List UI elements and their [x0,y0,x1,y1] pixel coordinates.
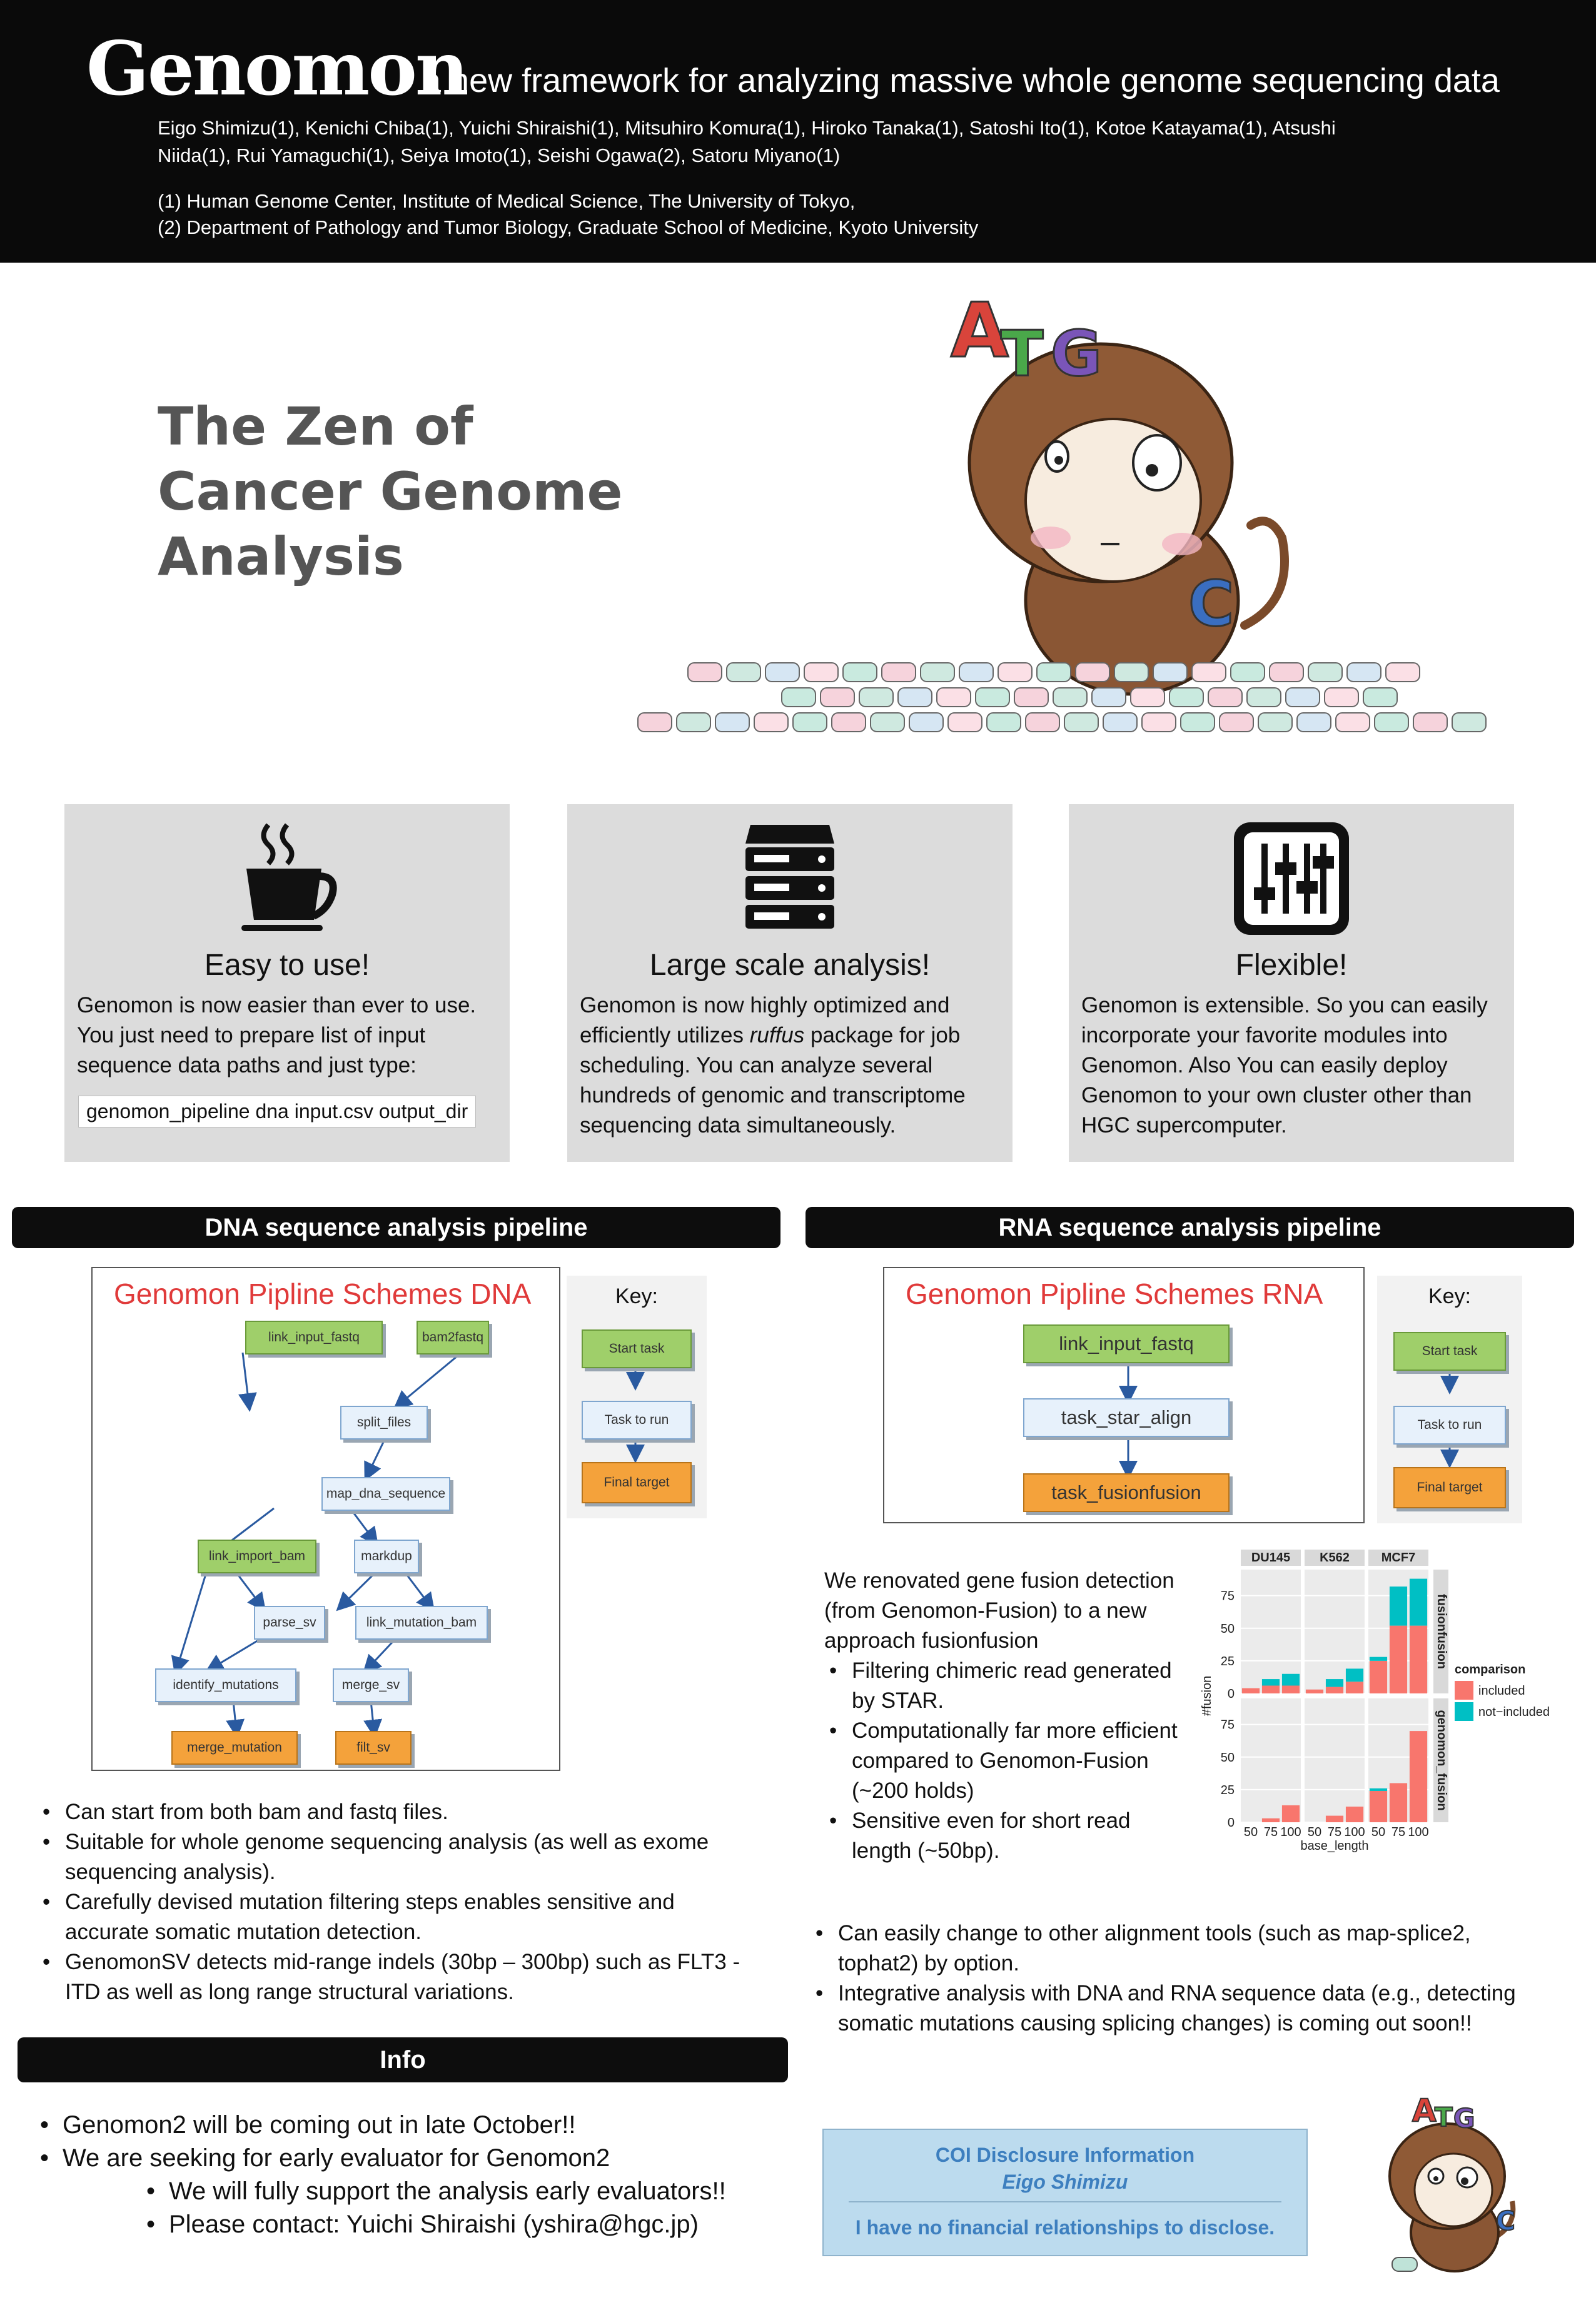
key-final-target: Final target [1393,1467,1506,1508]
facet-row-label: genomon_fusion [1435,1710,1448,1811]
sequence-tile [638,713,672,732]
sequence-tile [1386,663,1420,682]
facet-panel [1305,1698,1365,1822]
y-tick-label: 75 [1220,1718,1235,1732]
bar-not-included [1370,1788,1387,1791]
sequence-tile [1452,713,1486,732]
genomon-logo: Genomon [86,25,467,112]
coi-title: COI Disclosure Information [935,2144,1195,2166]
y-tick-label: 0 [1227,1687,1235,1701]
legend-label-not-included: not−included [1478,1705,1550,1719]
bar-not-included [1410,1579,1427,1626]
rna-pipeline-header: RNA sequence analysis pipeline [806,1207,1574,1248]
sequence-tile [1064,713,1098,732]
bar-not-included [1282,1674,1300,1686]
sequence-tile [1336,713,1370,732]
y-tick-label: 25 [1220,1783,1235,1797]
affiliation-1: (1) Human Genome Center, Institute of Medical Science, The University of Tokyo, [158,190,856,212]
sequence-tile [909,713,943,732]
sequence-tile [1413,713,1447,732]
feature-body [1081,991,1503,1141]
list-item: • Can easily change to other alignment tools (such as map-splice2, tophat2) by option. [811,1919,1536,1979]
node-filt-sv: filt_sv [335,1731,412,1765]
bar-not-included [1346,1668,1363,1682]
x-tick-label: 50 [1371,1825,1386,1839]
bar-included [1306,1690,1323,1693]
bar-included [1346,1682,1363,1693]
y-tick-label: 0 [1227,1816,1235,1830]
bar-included [1282,1685,1300,1693]
bar-included [1242,1688,1260,1693]
feature-easy-to-use [64,804,510,1162]
sequence-tile [843,663,877,682]
sequence-tile [765,663,799,682]
sequence-tile [677,713,710,732]
x-tick-label: 50 [1243,1825,1258,1839]
legend-swatch-included [1455,1681,1473,1700]
sequence-tile [782,688,816,707]
sequence-tile [1308,663,1342,682]
sequence-tile [1375,713,1408,732]
feature-line: sequence data paths and just type: [77,1053,417,1077]
legend-title: comparison [1455,1663,1526,1677]
sequence-tile [1231,663,1265,682]
poster-subtitle: a new framework for analyzing massive whole genome sequencing data [422,62,1500,99]
authors-line-1: Eigo Shimizu(1), Kenichi Chiba(1), Yuichi Shiraishi(1), Mitsuhiro Komura(1), Hiroko Tanaka(1), Satoshi Ito(1), Kotoe Katayama(1), Atsushi [158,117,1336,139]
feature-title: Large scale analysis! [649,949,931,982]
list-item: • Carefully devised mutation filtering steps enables sensitive and accurate somatic mutation detection. [38,1887,763,1947]
facet-column-label: DU145 [1251,1551,1291,1565]
list-item: • Computationally far more efficient compared to Genomon-Fusion (~200 holds) [824,1716,1196,1806]
sequence-tile [1092,688,1126,707]
list-item: • Can start from both bam and fastq files. [38,1797,763,1827]
info-sub-bullet-list [141,2175,792,2241]
info-bullet-list [35,2109,785,2175]
feature-line-text: efficiently utilizes [580,1023,750,1047]
dna-scheme-title: Genomon Pipline Schemes DNA [114,1278,532,1310]
small-mascot-letter-a: A [1412,2092,1437,2129]
rna-bullet-list [811,1919,1536,2039]
feature-line: HGC supercomputer. [1081,1113,1287,1137]
sequence-tile [1286,688,1320,707]
server-rack-icon [567,815,1013,941]
sequence-tile [937,688,971,707]
y-axis-label: #fusion [1200,1675,1214,1717]
x-tick-label: 75 [1327,1825,1342,1839]
mascot-letter-t: T [1001,317,1044,390]
affiliation-2: (2) Department of Pathology and Tumor Biology, Graduate School of Medicine, Kyoto University [158,216,979,238]
sequence-tile [1192,663,1226,682]
y-tick-label: 50 [1220,1750,1235,1765]
sequence-tile [1014,688,1048,707]
legend-swatch-not-included [1455,1702,1473,1721]
feature-body [580,991,1001,1141]
bar-included [1410,1626,1427,1693]
mascot-letter-g: G [1051,317,1103,390]
sequence-tile [1037,663,1071,682]
rna-scheme-diagram [883,1267,1365,1523]
feature-line: sequencing data simultaneously. [580,1113,896,1137]
sequence-tile [898,688,932,707]
list-item: • Sensitive even for short read length (~50bp). [824,1806,1196,1866]
node-link-import-bam: link_import_bam [198,1540,316,1573]
sequence-tile [976,688,1009,707]
feature-flexible [1069,804,1514,1162]
sequence-tile [1053,688,1087,707]
bar-included [1326,1687,1343,1693]
sequence-tile [1325,688,1358,707]
sequence-tile [1103,713,1137,732]
sequence-tile [754,713,788,732]
node-merge-mutation: merge_mutation [171,1731,298,1765]
list-item: • Filtering chimeric read generated by STAR. [824,1656,1196,1716]
sequence-tile [921,663,954,682]
dna-pipeline-header: DNA sequence analysis pipeline [12,1207,780,1248]
list-item: • Genomon2 will be coming out in late October!! [35,2109,785,2142]
node-link-input-fastq: link_input_fastq [245,1321,383,1354]
bar-not-included [1370,1657,1387,1661]
x-tick-label: 100 [1344,1825,1365,1839]
feature-line [580,1021,1001,1051]
sequence-tile [1258,713,1292,732]
sequence-tile [998,663,1032,682]
facet-panel [1241,1698,1301,1822]
feature-line: Genomon is now easier than ever to use. [77,993,477,1017]
key-start-task: Start task [582,1329,692,1368]
sequence-tile [1131,688,1164,707]
list-item: • GenomonSV detects mid-range indels (30bp – 300bp) such as FLT3 -ITD as well as long range structural variations. [38,1947,763,2007]
y-tick-label: 25 [1220,1654,1235,1668]
facet-row-label: fusionfusion [1435,1594,1448,1669]
bar-included [1370,1661,1387,1693]
feature-line: Genomon is now highly optimized and [580,993,950,1017]
sequence-tile [987,713,1021,732]
node-identify-mutations: identify_mutations [155,1668,296,1702]
bar-included [1410,1731,1427,1822]
x-tick-label: 100 [1280,1825,1301,1839]
sequence-tile [832,713,866,732]
sequence-tiles [638,663,1486,732]
facet-column-label: MCF7 [1381,1551,1416,1565]
bar-included [1390,1783,1407,1822]
small-mascot-letter-g: G [1453,2103,1475,2134]
list-item: • Please contact: Yuichi Shiraishi (yshira@hgc.jp) [141,2208,792,2241]
list-item: • Suitable for whole genome sequencing analysis (as well as exome sequencing analysis). [38,1827,763,1887]
small-mascot-illustration [1373,2082,1523,2282]
sequence-tile [804,663,838,682]
sequence-tile [959,663,993,682]
feature-line: Genomon to your own cluster other than [1081,1083,1472,1107]
bar-not-included [1262,1679,1280,1685]
feature-line: Genomon is extensible. So you can easily [1081,993,1488,1017]
sequence-tile [1247,688,1281,707]
sequence-tile [715,713,749,732]
node-split-files: split_files [340,1406,428,1440]
sequence-tile [1220,713,1253,732]
sequence-tile [1270,663,1303,682]
sequence-tile [1076,663,1109,682]
mascot-letter-a: A [951,288,1009,375]
x-tick-label: 50 [1307,1825,1322,1839]
fusion-intro: We renovated gene fusion detection (from Genomon-Fusion) to a new approach fusionfusion [824,1568,1174,1653]
sequence-tile [793,713,827,732]
sequence-tile [1208,688,1242,707]
node-merge-sv: merge_sv [333,1668,409,1702]
mascot-letter-c: C [1188,567,1235,640]
x-tick-label: 75 [1391,1825,1406,1839]
zen-title-line-2: Cancer Genome [158,461,623,522]
authors-line-2: Niida(1), Rui Yamaguchi(1), Seiya Imoto(1), Seishi Ogawa(2), Satoru Miyano(1) [158,144,841,166]
sequence-tile [1142,713,1176,732]
sequence-tile [1297,713,1331,732]
small-mascot-letter-t: T [1435,2102,1453,2132]
key-start-task: Start task [1393,1332,1506,1371]
sequence-tile [859,688,893,707]
node-link-mutation-bam: link_mutation_bam [355,1606,488,1640]
node-link-input-fastq-rna: link_input_fastq [1023,1324,1230,1363]
sequence-tile [1169,688,1203,707]
x-tick-label: 100 [1408,1825,1429,1839]
coi-name: Eigo Shimizu [1002,2171,1128,2193]
bar-included [1370,1791,1387,1822]
node-parse-sv: parse_sv [254,1606,325,1640]
list-item: • We are seeking for early evaluator for Genomon2 [35,2142,785,2175]
zen-title-line-3: Analysis [158,526,404,587]
coi-disclosure-box [822,2129,1308,2256]
feature-line: hundreds of genomic and transcriptome [580,1083,966,1107]
feature-line: scheduling. You can analyze several [580,1053,933,1077]
small-mascot-letter-c: C [1496,2206,1515,2236]
bar-included [1390,1626,1407,1693]
key-title: Key: [615,1284,659,1308]
bar-included [1282,1805,1300,1822]
facet-column-label: K562 [1320,1551,1350,1565]
sequence-tile [727,663,760,682]
feature-line: incorporate your favorite modules into [1081,1023,1448,1047]
sequence-tile [1114,663,1148,682]
y-tick-label: 50 [1220,1622,1235,1636]
sequence-tile [1347,663,1381,682]
ruffus-emphasis: ruffus [749,1023,805,1047]
sequence-tile [871,713,904,732]
coffee-cup-icon [64,815,510,941]
key-task-to-run: Task to run [1393,1406,1506,1445]
rna-key-legend [1377,1276,1522,1523]
mascot-illustration [619,275,1526,775]
x-tick-label: 75 [1263,1825,1278,1839]
key-title: Key: [1428,1284,1472,1308]
bar-included [1346,1807,1363,1822]
legend-label-included: included [1478,1684,1525,1698]
node-task-fusionfusion: task_fusionfusion [1023,1473,1230,1512]
key-task-to-run: Task to run [582,1401,692,1440]
dna-key-legend [567,1276,707,1518]
bar-included [1262,1685,1280,1693]
zen-title-line-1: The Zen of [158,396,473,457]
y-tick-label: 75 [1220,1589,1235,1603]
node-bam2fastq: bam2fastq [417,1321,489,1354]
feature-line: You just need to prepare list of input [77,1023,426,1047]
coi-statement: I have no financial relationships to disclose. [855,2216,1275,2239]
coi-divider [849,2201,1281,2202]
feature-body [77,991,498,1081]
bar-included [1262,1818,1280,1822]
dna-bullet-list [38,1797,763,2007]
key-final-target: Final target [582,1462,692,1503]
sequence-tile [948,713,982,732]
fusion-bullet-list [824,1656,1196,1866]
list-item: • Integrative analysis with DNA and RNA sequence data (e.g., detecting somatic mutations causing splicing changes) is coming out soon!! [811,1979,1536,2039]
node-map-dna-sequence: map_dna_sequence [321,1477,450,1511]
sequence-tile [821,688,854,707]
sequence-tile [688,663,722,682]
equalizer-sliders-icon [1069,815,1514,941]
sequence-tile [1153,663,1187,682]
node-task-star-align: task_star_align [1023,1398,1230,1437]
list-item: • We will fully support the analysis early evaluators!! [141,2175,792,2208]
sequence-tile [882,663,916,682]
node-markdup: markdup [354,1540,419,1573]
sequence-tile [1181,713,1215,732]
fusion-bar-chart [1188,1550,1576,1887]
x-axis-label: base_length [1300,1839,1369,1853]
sequence-tile [1026,713,1059,732]
feature-line: Genomon. Also You can easily deploy [1081,1053,1448,1077]
info-header: Info [18,2037,788,2082]
rna-scheme-title: Genomon Pipline Schemes RNA [906,1278,1323,1310]
feature-title: Easy to use! [204,949,370,982]
feature-large-scale [567,804,1013,1162]
bar-not-included [1390,1586,1407,1626]
sequence-tile [1363,688,1397,707]
feature-title: Flexible! [1235,949,1348,982]
bar-included [1326,1816,1343,1822]
feature-line-text: package for job [804,1023,961,1047]
bar-not-included [1326,1679,1343,1687]
command-example: genomon_pipeline dna input.csv output_dir [78,1096,476,1127]
dna-scheme-diagram [91,1267,560,1771]
